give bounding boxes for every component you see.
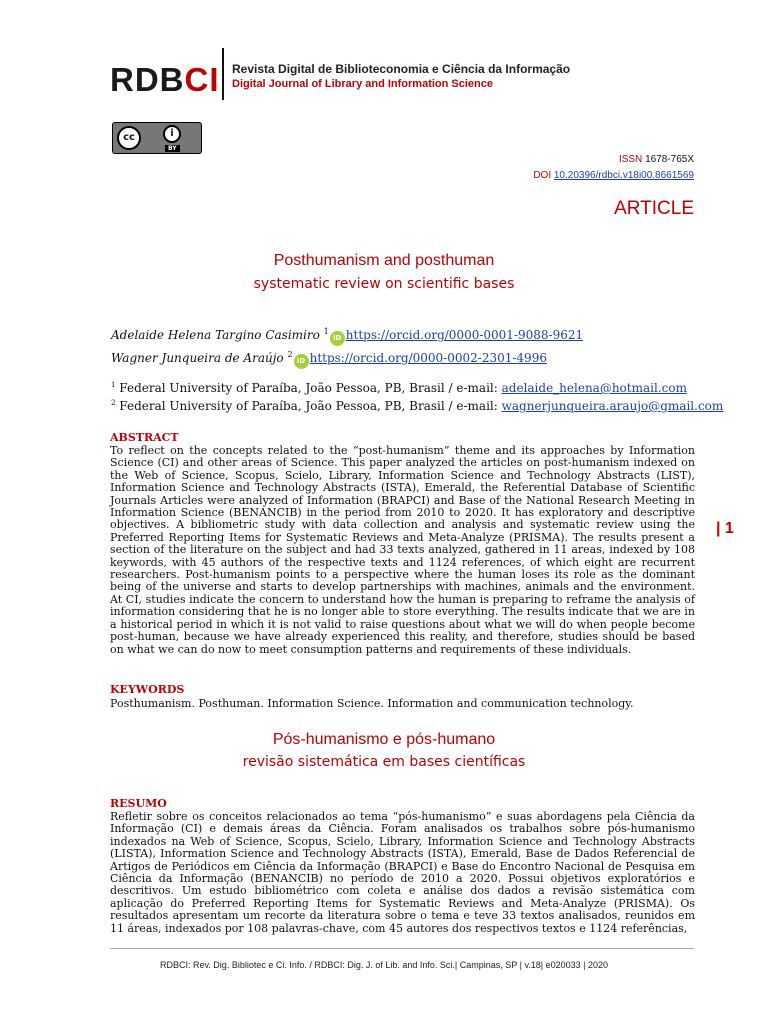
page-footer: RDBCI: Rev. Dig. Bibliotec e Ci. Info. / RDBCI: Dig. J. of Lib. and Info. Sci.| Campinas, SP | v.18| e020033 | 2020 [159, 960, 609, 970]
email-link-2[interactable]: wagnerjunqueira.araujo@gmail.com [501, 399, 724, 413]
journal-title-pt: Revista Digital de Biblioteconomia e Ciência da Informação [232, 62, 571, 76]
doi: DOI 10.20396/rdbci.v18i00.8661569 [533, 170, 694, 181]
license-label: BY [165, 145, 180, 152]
orcid-link-2[interactable]: https://orcid.org/0000-0002-2301-4996 [309, 351, 547, 365]
keywords-heading: KEYWORDS [110, 683, 185, 696]
affiliation-1: $^1$ Federal University of Paraíba, João Pessoa, PB, Brasil / e-mail: adelaide_helena@hotmail.com [111, 381, 687, 395]
journal-logo: RDBCI [110, 61, 220, 98]
cc-icon: cc [117, 126, 141, 150]
author-1: Adelaide Helena Targino Casimiro $^1$iD https://orcid.org/0000-0001-9088-9621 [111, 327, 583, 346]
keywords-text: Posthumanism. Posthuman. Information Science. Information and communication technology. [110, 697, 634, 710]
footer-divider [110, 948, 694, 949]
title-pt: Pós-humanismo e pós-humano [272, 731, 496, 748]
doi-link[interactable]: 10.20396/rdbci.v18i00.8661569 [553, 170, 694, 181]
orcid-icon: iD [330, 331, 345, 346]
affiliation-2: $^2$ Federal University of Paraíba, João Pessoa, PB, Brasil / e-mail: wagnerjunqueira.araujo@gmail.com [111, 399, 724, 413]
abstract-text: To reflect on the concepts related to the “post-humanism” theme and its approaches by Information Science (CI) and other areas of Science. This paper analyzed the articles on post-humanism indexed on the Web of Science, Scopus, Scielo, Library, Information Science and Technology Abstracts (LIST), Information Science and Technology Abstracts (ISTA), Emerald, the Referential Database of Scientific Journals Articles were analyzed of Information (BRAPCI) and Base of the National Research Meeting in Information Science (BENANCIB) in the period from 2010 to 2020. It has exploratory and descriptive objectives. A bibliometric study with data collection and analysis and systematic review using the Preferred Reporting Items for Systematic Reviews and Meta-Analyze (PRISMA). The results present a section of the literature on the subject and had 33 texts analyzed, gathered in 11 areas, indexed by 108 keywords, with 45 authors of the respective texts and 1124 references, of which eight are recurrent researchers. Post-humanism points to a perspective where the human loses its role as the dominant being of the universe and starts to develop partnerships with machines, animals and the environment. At CI, studies indicate the concern to understand how the human is preparing to reframe the analysis of information considering that he is no longer able to store everything. The results indicate that we are in a historical period in which it is not valid to raise questions about what we will do when people become post-human, because we have already experienced this reality, and therefore, studies should be based on what we can do now to meet consumption patterns and requirements of these individuals. [110, 444, 695, 656]
subtitle-en: systematic review on scientific bases [253, 276, 515, 292]
resumo-text: Refletir sobre os conceitos relacionados ao tema “pós-humanismo” e suas abordagens pela Ciência da Informação (CI) e demais áreas da Ciência. Foram analisados os trabalhos sobre pós-humanismo indexados na Web of Science, Scopus, Scielo, Library, Information Science and Technology Abstracts (LISTA), Information Science and Technology Abstracts (ISTA), Emerald, Base de Dados Referencial de Artigos de Periódicos em Ciência da Informação (BRAPCI) e Base do Encontro Nacional de Pesquisa em Ciência da Informação (BENANCIB) no período de 2010 a 2020. Possui objetivos exploratórios e descritivos. Um estudo bibliométrico com coleta e análise dos dados a revisão sistemática com aplicação do Preferred Reporting Items for Systematic Reviews and Meta-Analyze (PRISMA). Os resultados apresentam um recorte da literatura sobre o tema e teve 33 textos analisados, reunidos em 11 áreas, indexados por 108 palavras-chave, com 45 autores dos respectivos textos e 1124 referências, [110, 810, 695, 935]
resumo-heading: RESUMO [110, 797, 167, 810]
abstract-heading: ABSTRACT [110, 431, 179, 444]
orcid-link-1[interactable]: https://orcid.org/0000-0001-9088-9621 [345, 328, 584, 342]
author-2: Wagner Junqueira de Araújo $^2$iD https://orcid.org/0000-0002-2301-4996 [111, 350, 547, 369]
cc-by-icon[interactable] [112, 122, 202, 154]
page-number: | 1 [716, 520, 734, 537]
title-en: Posthumanism and posthuman [273, 252, 495, 269]
subtitle-pt: revisão sistemática em bases científicas [242, 754, 526, 770]
logo-divider [222, 48, 224, 100]
email-link-1[interactable]: adelaide_helena@hotmail.com [501, 381, 687, 395]
person-icon: i [163, 125, 181, 143]
article-type: ARTICLE [614, 198, 694, 219]
journal-title-en: Digital Journal of Library and Information Science [232, 78, 493, 90]
orcid-icon: iD [294, 354, 309, 369]
issn: ISSN 1678-765X [618, 154, 694, 165]
